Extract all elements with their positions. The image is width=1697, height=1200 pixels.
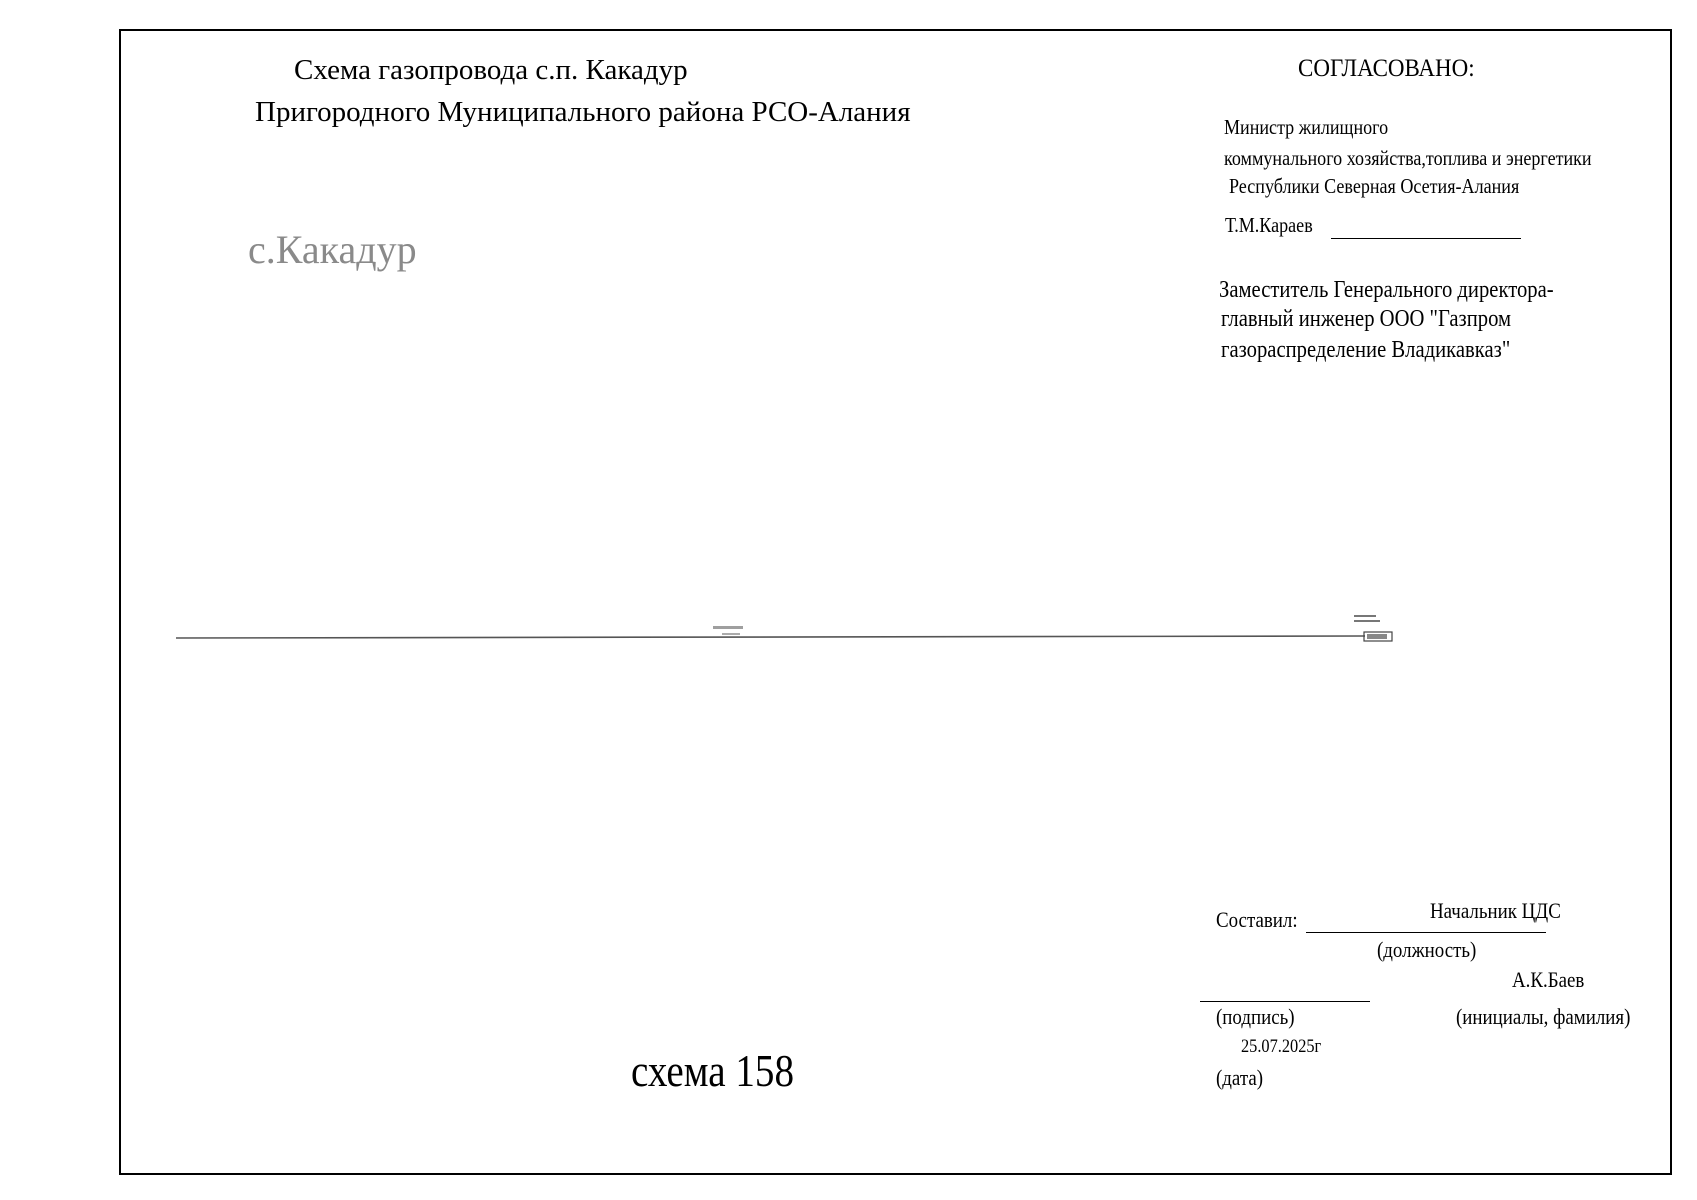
- scheme-number: схема 158: [631, 1045, 795, 1096]
- document-title-line-2: Пригородного Муниципального района РСО-Алания: [255, 96, 911, 128]
- deputy-title-line-1: Заместитель Генерального директора-: [1219, 277, 1554, 303]
- initials-caption: (инициалы, фамилия): [1456, 1004, 1631, 1029]
- minister-title-line-2: коммунального хозяйства,топлива и энергетики: [1224, 146, 1592, 170]
- approval-heading: СОГЛАСОВАНО:: [1298, 55, 1475, 82]
- minister-name: Т.М.Караев: [1225, 213, 1313, 237]
- date-caption: (дата): [1216, 1065, 1264, 1090]
- position-caption: (должность): [1377, 937, 1477, 962]
- minister-signature-line: [1331, 238, 1521, 239]
- signature-caption: (подпись): [1216, 1004, 1295, 1029]
- compiler-name: А.К.Баев: [1512, 967, 1585, 992]
- compiler-signature-line: [1200, 1001, 1370, 1002]
- document-title-line-1: Схема газопровода с.п. Какадур: [294, 54, 688, 86]
- minister-title-line-1: Министр жилищного: [1224, 115, 1389, 139]
- date-value: 25.07.2025г: [1241, 1036, 1322, 1057]
- compiled-label: Составил:: [1216, 907, 1298, 932]
- compiled-position-line: [1306, 932, 1546, 933]
- deputy-title-line-2: главный инженер ООО "Газпром: [1221, 306, 1512, 332]
- position-value: Начальник ЦДС: [1430, 898, 1561, 923]
- minister-title-line-3: Республики Северная Осетия-Алания: [1229, 174, 1520, 198]
- deputy-title-line-3: газораспределение Владикавказ": [1221, 337, 1511, 363]
- drawing-frame: [119, 29, 1672, 1175]
- village-label: с.Какадур: [248, 227, 417, 272]
